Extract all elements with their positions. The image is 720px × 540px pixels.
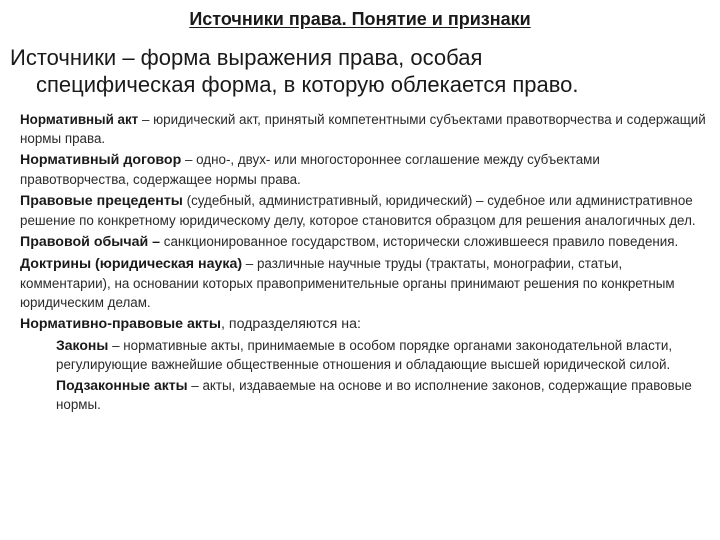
item-definition: – юридический акт, принятый компетентными субъектами правотворчества и содержащий нормы права. <box>20 112 706 146</box>
sublist-item-bylaws <box>20 376 710 414</box>
list-item-doctrines <box>20 254 710 312</box>
subitem-term: Законы <box>56 337 109 353</box>
list-item-legal-precedents <box>20 191 710 230</box>
subitem-definition: – акты, издаваемые на основе и во исполнение законов, содержащие правовые нормы. <box>56 378 692 412</box>
slide-title-text: Источники права. Понятие и признаки <box>189 9 531 29</box>
item-term: Нормативный договор <box>20 152 182 168</box>
lead-definition <box>10 44 700 98</box>
list-item-legal-custom <box>20 232 710 252</box>
subitem-definition: – нормативные акты, принимаемые в особом порядке органами законодательной власти, регулирующие важнейшие общественные отношения и обладающие высшей юридической силой. <box>56 338 673 372</box>
item-term: Правовые прецеденты <box>20 193 183 209</box>
list-item-normative-act <box>20 110 710 148</box>
item-definition: – различные научные труды (трактаты, монографии, статьи, комментарии), на основании которых правоприменительные органы принимают решения по конкретным юридическим делам. <box>20 256 675 310</box>
item-definition: (судебный, административный, юридический) – судебное или административное решение по конкретному юридическому делу, которое становится образцом для решения аналогичных дел. <box>20 193 696 228</box>
item-term: Доктрины (юридическая наука) <box>20 256 243 272</box>
slide-title <box>0 8 720 30</box>
list-item-normative-contract <box>20 150 710 189</box>
lead-line2: специфическая форма, в которую облекается право. <box>36 72 579 97</box>
sublist-item-laws <box>20 336 710 374</box>
lead-line1-rest: – форма выражения права, особая <box>116 45 483 70</box>
item-term: Правовой обычай – <box>20 234 161 250</box>
item-definition: санкционированное государством, исторически сложившееся правило поведения. <box>160 234 679 249</box>
subitem-term: Подзаконные акты <box>56 377 188 393</box>
sources-list <box>20 110 710 416</box>
item-definition: , подразделяются на: <box>221 316 361 332</box>
list-item-normative-legal-acts <box>20 314 710 334</box>
item-definition: – одно-, двух- или многостороннее соглашение между субъектами правотворчества, содержащее нормы права. <box>20 152 600 187</box>
item-term: Нормативно-правовые акты <box>20 316 221 332</box>
lead-term: Источники <box>10 45 117 70</box>
item-term: Нормативный акт <box>20 112 139 127</box>
